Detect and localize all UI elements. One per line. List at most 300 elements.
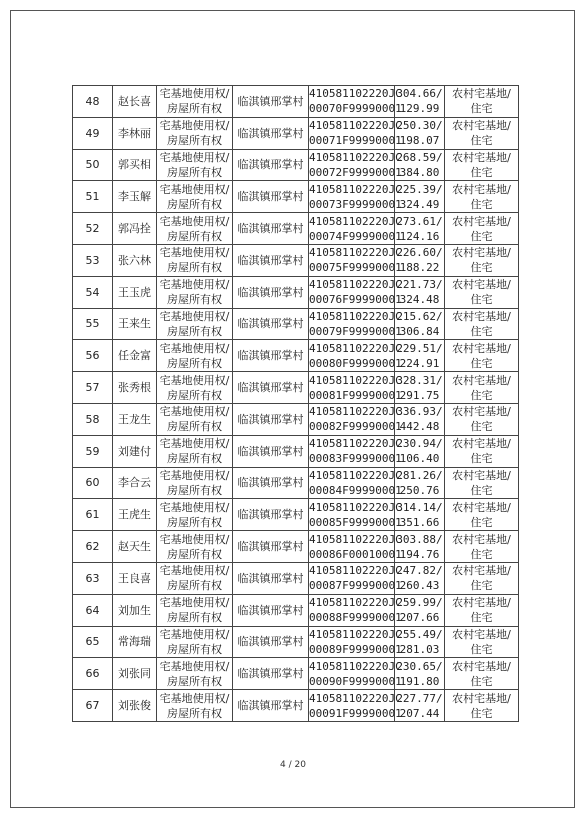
table-row: [73, 149, 519, 181]
row-number-text: 59: [85, 444, 100, 458]
unit-code-text: 410581102220JC: [309, 691, 402, 705]
land-use-text: 农村宅基地/: [452, 691, 511, 705]
land-use-text: 农村宅基地/: [452, 246, 511, 260]
row-number-text: 64: [85, 603, 100, 617]
owner-name-text: 王玉虎: [118, 285, 151, 299]
area-text: 124.16: [399, 229, 440, 243]
table-row: [73, 340, 519, 372]
row-number-text: 62: [85, 540, 100, 554]
unit-code-text: 410581102220JC: [309, 532, 402, 546]
area-text: 324.49: [399, 197, 440, 211]
right-type-text: 宅基地使用权/: [159, 87, 230, 101]
owner-name-text: 李合云: [118, 476, 151, 490]
owner-name-cell: [113, 690, 157, 722]
location-cell: [233, 467, 309, 499]
land-use-cell: [445, 213, 519, 245]
location-text: 临淇镇邢掌村: [237, 571, 304, 585]
location-cell: [233, 499, 309, 531]
area-text: 106.40: [399, 452, 440, 466]
row-number-cell: [73, 467, 113, 499]
registration-table: [72, 85, 519, 722]
land-use-cell: [445, 181, 519, 213]
right-type-text: 宅基地使用权/: [159, 564, 230, 578]
land-use-cell: [445, 499, 519, 531]
right-type-text: 房屋所有权: [167, 547, 222, 561]
location-cell: [233, 626, 309, 658]
unit-code-cell: [309, 308, 402, 340]
unit-code-cell: [309, 626, 402, 658]
area-text: 260.43: [399, 579, 440, 593]
right-type-text: 宅基地使用权/: [159, 341, 230, 355]
row-number-text: 66: [85, 667, 100, 681]
owner-name-cell: [113, 499, 157, 531]
owner-name-cell: [113, 562, 157, 594]
right-type-text: 房屋所有权: [167, 197, 222, 211]
land-use-text: 住宅: [470, 261, 493, 275]
land-use-text: 农村宅基地/: [452, 214, 511, 228]
right-type-cell: [157, 244, 233, 276]
unit-code-text: 410581102220JC: [309, 150, 402, 164]
land-use-text: 农村宅基地/: [452, 564, 511, 578]
row-number-text: 65: [85, 635, 100, 649]
right-type-text: 房屋所有权: [167, 515, 222, 529]
area-cell: [395, 562, 445, 594]
page-number: 4 / 20: [280, 760, 306, 770]
land-use-text: 农村宅基地/: [452, 182, 511, 196]
location-cell: [233, 117, 309, 149]
unit-code-text: 00081F99990001: [309, 388, 402, 402]
location-cell: [233, 149, 309, 181]
row-number-cell: [73, 213, 113, 245]
area-text: 281.03: [399, 642, 440, 656]
owner-name-text: 张秀根: [118, 381, 151, 395]
unit-code-cell: [309, 372, 402, 404]
right-type-text: 宅基地使用权/: [159, 691, 230, 705]
land-use-cell: [445, 308, 519, 340]
land-use-cell: [445, 149, 519, 181]
land-use-text: 农村宅基地/: [452, 278, 511, 292]
row-number-cell: [73, 499, 113, 531]
location-text: 临淇镇邢掌村: [237, 412, 304, 426]
row-number-text: 48: [85, 94, 100, 108]
row-number-cell: [73, 658, 113, 690]
unit-code-text: 00082F99990001: [309, 420, 402, 434]
land-use-text: 住宅: [470, 134, 493, 148]
row-number-cell: [73, 372, 113, 404]
unit-code-text: 00079F99990001: [309, 324, 402, 338]
right-type-text: 房屋所有权: [167, 579, 222, 593]
location-cell: [233, 690, 309, 722]
area-text: 351.66: [399, 515, 440, 529]
area-text: 336.93/: [396, 405, 443, 419]
row-number-text: 57: [85, 381, 100, 395]
location-text: 临淇镇邢掌村: [237, 476, 304, 490]
land-use-text: 农村宅基地/: [452, 596, 511, 610]
owner-name-text: 刘建付: [118, 444, 151, 458]
owner-name-cell: [113, 658, 157, 690]
area-cell: [395, 594, 445, 626]
right-type-text: 宅基地使用权/: [159, 532, 230, 546]
location-cell: [233, 658, 309, 690]
area-text: 255.49/: [396, 627, 443, 641]
land-use-text: 农村宅基地/: [452, 309, 511, 323]
unit-code-text: 00083F99990001: [309, 452, 402, 466]
unit-code-text: 410581102220JC: [309, 373, 402, 387]
area-text: 314.14/: [396, 500, 443, 514]
table-row: [73, 244, 519, 276]
location-text: 临淇镇邢掌村: [237, 253, 304, 267]
row-number-cell: [73, 531, 113, 563]
owner-name-cell: [113, 276, 157, 308]
table-row: [73, 626, 519, 658]
location-text: 临淇镇邢掌村: [237, 222, 304, 236]
land-use-text: 住宅: [470, 483, 493, 497]
location-cell: [233, 594, 309, 626]
owner-name-cell: [113, 531, 157, 563]
unit-code-text: 410581102220JC: [309, 214, 402, 228]
land-use-text: 住宅: [470, 229, 493, 243]
right-type-text: 房屋所有权: [167, 102, 222, 116]
row-number-text: 52: [85, 222, 100, 236]
land-use-text: 住宅: [470, 420, 493, 434]
area-cell: [395, 117, 445, 149]
owner-name-cell: [113, 308, 157, 340]
area-text: 188.22: [399, 261, 440, 275]
land-use-text: 住宅: [470, 197, 493, 211]
right-type-text: 宅基地使用权/: [159, 659, 230, 673]
right-type-text: 宅基地使用权/: [159, 437, 230, 451]
area-text: 229.51/: [396, 341, 443, 355]
location-text: 临淇镇邢掌村: [237, 508, 304, 522]
unit-code-text: 00091F99990001: [309, 706, 402, 720]
right-type-text: 房屋所有权: [167, 261, 222, 275]
area-cell: [395, 499, 445, 531]
right-type-cell: [157, 562, 233, 594]
location-cell: [233, 276, 309, 308]
right-type-cell: [157, 117, 233, 149]
land-use-text: 住宅: [470, 642, 493, 656]
table-row: [73, 308, 519, 340]
unit-code-text: 410581102220JC: [309, 627, 402, 641]
unit-code-text: 410581102220JC: [309, 119, 402, 133]
row-number-text: 55: [85, 317, 100, 331]
owner-name-cell: [113, 594, 157, 626]
location-text: 临淇镇邢掌村: [237, 94, 304, 108]
row-number-cell: [73, 435, 113, 467]
owner-name-text: 刘加生: [118, 603, 151, 617]
land-use-text: 农村宅基地/: [452, 119, 511, 133]
right-type-text: 房屋所有权: [167, 452, 222, 466]
area-text: 306.84: [399, 324, 440, 338]
land-use-cell: [445, 658, 519, 690]
area-text: 328.31/: [396, 373, 443, 387]
area-text: 384.80: [399, 165, 440, 179]
owner-name-text: 王虎生: [118, 508, 151, 522]
owner-name-text: 赵长喜: [118, 94, 151, 108]
table-row: [73, 276, 519, 308]
right-type-text: 宅基地使用权/: [159, 150, 230, 164]
area-cell: [395, 244, 445, 276]
land-use-text: 住宅: [470, 579, 493, 593]
unit-code-text: 00086F00010001: [309, 547, 402, 561]
owner-name-text: 任金富: [118, 349, 151, 363]
area-text: 225.39/: [396, 182, 443, 196]
location-text: 临淇镇邢掌村: [237, 635, 304, 649]
right-type-text: 房屋所有权: [167, 420, 222, 434]
land-use-text: 农村宅基地/: [452, 150, 511, 164]
area-text: 226.60/: [396, 246, 443, 260]
right-type-text: 宅基地使用权/: [159, 182, 230, 196]
land-use-text: 住宅: [470, 674, 493, 688]
right-type-text: 房屋所有权: [167, 674, 222, 688]
land-use-text: 住宅: [470, 102, 493, 116]
location-text: 临淇镇邢掌村: [237, 540, 304, 554]
area-text: 250.30/: [396, 119, 443, 133]
unit-code-cell: [309, 531, 402, 563]
right-type-text: 宅基地使用权/: [159, 596, 230, 610]
right-type-cell: [157, 594, 233, 626]
area-text: 230.94/: [396, 437, 443, 451]
row-number-cell: [73, 562, 113, 594]
right-type-text: 房屋所有权: [167, 324, 222, 338]
area-cell: [395, 372, 445, 404]
unit-code-text: 00075F99990001: [309, 261, 402, 275]
area-cell: [395, 467, 445, 499]
owner-name-text: 刘张同: [118, 667, 151, 681]
table-row: [73, 213, 519, 245]
table-row: [73, 499, 519, 531]
unit-code-text: 00071F99990001: [309, 134, 402, 148]
right-type-text: 房屋所有权: [167, 134, 222, 148]
right-type-cell: [157, 149, 233, 181]
right-type-text: 宅基地使用权/: [159, 500, 230, 514]
location-text: 临淇镇邢掌村: [237, 603, 304, 617]
row-number-text: 58: [85, 412, 100, 426]
row-number-cell: [73, 626, 113, 658]
right-type-text: 宅基地使用权/: [159, 278, 230, 292]
location-text: 临淇镇邢掌村: [237, 126, 304, 140]
area-text: 230.65/: [396, 659, 443, 673]
unit-code-cell: [309, 690, 402, 722]
area-cell: [395, 149, 445, 181]
area-text: 198.07: [399, 134, 440, 148]
unit-code-cell: [309, 340, 402, 372]
land-use-text: 住宅: [470, 515, 493, 529]
row-number-text: 67: [85, 699, 100, 713]
area-text: 268.59/: [396, 150, 443, 164]
location-text: 临淇镇邢掌村: [237, 349, 304, 363]
owner-name-cell: [113, 213, 157, 245]
area-cell: [395, 626, 445, 658]
unit-code-text: 00090F99990001: [309, 674, 402, 688]
area-text: 259.99/: [396, 596, 443, 610]
right-type-text: 房屋所有权: [167, 229, 222, 243]
area-text: 304.66/: [396, 87, 443, 101]
location-cell: [233, 531, 309, 563]
right-type-text: 房屋所有权: [167, 611, 222, 625]
land-use-text: 住宅: [470, 706, 493, 720]
location-cell: [233, 435, 309, 467]
owner-name-text: 李林丽: [118, 126, 151, 140]
area-cell: [395, 690, 445, 722]
area-cell: [395, 213, 445, 245]
right-type-text: 宅基地使用权/: [159, 246, 230, 260]
table-row: [73, 690, 519, 722]
unit-code-text: 00070F99990001: [309, 102, 402, 116]
right-type-text: 宅基地使用权/: [159, 468, 230, 482]
row-number-text: 63: [85, 571, 100, 585]
right-type-cell: [157, 531, 233, 563]
right-type-cell: [157, 213, 233, 245]
table-row: [73, 181, 519, 213]
table-row: [73, 117, 519, 149]
table-body: [73, 86, 519, 722]
row-number-cell: [73, 308, 113, 340]
row-number-cell: [73, 690, 113, 722]
row-number-cell: [73, 340, 113, 372]
unit-code-text: 00087F99990001: [309, 579, 402, 593]
owner-name-text: 郭买相: [118, 158, 151, 172]
land-use-cell: [445, 435, 519, 467]
area-cell: [395, 276, 445, 308]
owner-name-cell: [113, 340, 157, 372]
owner-name-text: 王龙生: [118, 412, 151, 426]
table-row: [73, 86, 519, 118]
location-text: 临淇镇邢掌村: [237, 444, 304, 458]
row-number-text: 53: [85, 253, 100, 267]
unit-code-text: 00072F99990001: [309, 165, 402, 179]
right-type-text: 房屋所有权: [167, 483, 222, 497]
owner-name-cell: [113, 435, 157, 467]
land-use-cell: [445, 403, 519, 435]
table-row: [73, 372, 519, 404]
unit-code-cell: [309, 276, 402, 308]
land-use-cell: [445, 86, 519, 118]
area-text: 291.75: [399, 388, 440, 402]
right-type-text: 宅基地使用权/: [159, 627, 230, 641]
right-type-text: 宅基地使用权/: [159, 119, 230, 133]
unit-code-text: 00088F99990001: [309, 611, 402, 625]
right-type-cell: [157, 276, 233, 308]
location-cell: [233, 340, 309, 372]
land-use-text: 农村宅基地/: [452, 500, 511, 514]
land-use-text: 农村宅基地/: [452, 627, 511, 641]
location-cell: [233, 562, 309, 594]
unit-code-text: 00074F99990001: [309, 229, 402, 243]
right-type-cell: [157, 403, 233, 435]
area-cell: [395, 531, 445, 563]
right-type-text: 宅基地使用权/: [159, 214, 230, 228]
row-number-cell: [73, 403, 113, 435]
unit-code-text: 410581102220JC: [309, 341, 402, 355]
right-type-cell: [157, 499, 233, 531]
unit-code-cell: [309, 435, 402, 467]
table-row: [73, 531, 519, 563]
right-type-cell: [157, 340, 233, 372]
area-cell: [395, 658, 445, 690]
owner-name-cell: [113, 181, 157, 213]
right-type-cell: [157, 690, 233, 722]
land-use-text: 住宅: [470, 293, 493, 307]
area-text: 227.77/: [396, 691, 443, 705]
table-row: [73, 467, 519, 499]
location-cell: [233, 244, 309, 276]
area-cell: [395, 86, 445, 118]
unit-code-text: 410581102220JC: [309, 468, 402, 482]
row-number-text: 60: [85, 476, 100, 490]
table-row: [73, 594, 519, 626]
location-cell: [233, 403, 309, 435]
right-type-text: 房屋所有权: [167, 293, 222, 307]
land-use-text: 农村宅基地/: [452, 532, 511, 546]
area-text: 250.76: [399, 483, 440, 497]
owner-name-text: 刘张俊: [118, 699, 151, 713]
land-use-text: 农村宅基地/: [452, 373, 511, 387]
owner-name-cell: [113, 626, 157, 658]
area-cell: [395, 340, 445, 372]
location-cell: [233, 372, 309, 404]
land-use-text: 农村宅基地/: [452, 437, 511, 451]
row-number-cell: [73, 149, 113, 181]
unit-code-cell: [309, 658, 402, 690]
unit-code-text: 00085F99990001: [309, 515, 402, 529]
location-cell: [233, 86, 309, 118]
right-type-cell: [157, 372, 233, 404]
land-use-text: 住宅: [470, 388, 493, 402]
table-row: [73, 435, 519, 467]
location-text: 临淇镇邢掌村: [237, 381, 304, 395]
row-number-cell: [73, 117, 113, 149]
right-type-cell: [157, 181, 233, 213]
unit-code-text: 410581102220JC: [309, 246, 402, 260]
land-use-text: 农村宅基地/: [452, 659, 511, 673]
row-number-cell: [73, 181, 113, 213]
unit-code-cell: [309, 244, 402, 276]
unit-code-text: 00084F99990001: [309, 483, 402, 497]
owner-name-text: 郭冯拴: [118, 222, 151, 236]
row-number-text: 56: [85, 349, 100, 363]
land-use-cell: [445, 244, 519, 276]
land-use-text: 农村宅基地/: [452, 405, 511, 419]
table-row: [73, 658, 519, 690]
right-type-cell: [157, 467, 233, 499]
right-type-text: 房屋所有权: [167, 165, 222, 179]
location-cell: [233, 308, 309, 340]
area-text: 247.82/: [396, 564, 443, 578]
area-text: 207.66: [399, 611, 440, 625]
area-cell: [395, 403, 445, 435]
area-text: 281.26/: [396, 468, 443, 482]
owner-name-cell: [113, 149, 157, 181]
right-type-text: 房屋所有权: [167, 388, 222, 402]
unit-code-text: 410581102220JC: [309, 182, 402, 196]
land-use-text: 住宅: [470, 547, 493, 561]
unit-code-text: 410581102220JC: [309, 659, 402, 673]
area-text: 324.48: [399, 293, 440, 307]
unit-code-cell: [309, 117, 402, 149]
owner-name-cell: [113, 244, 157, 276]
area-text: 215.62/: [396, 309, 443, 323]
unit-code-text: 410581102220JC: [309, 500, 402, 514]
unit-code-cell: [309, 562, 402, 594]
land-use-cell: [445, 467, 519, 499]
unit-code-text: 00080F99990001: [309, 356, 402, 370]
owner-name-cell: [113, 403, 157, 435]
unit-code-cell: [309, 86, 402, 118]
location-cell: [233, 181, 309, 213]
land-use-cell: [445, 562, 519, 594]
row-number-cell: [73, 86, 113, 118]
